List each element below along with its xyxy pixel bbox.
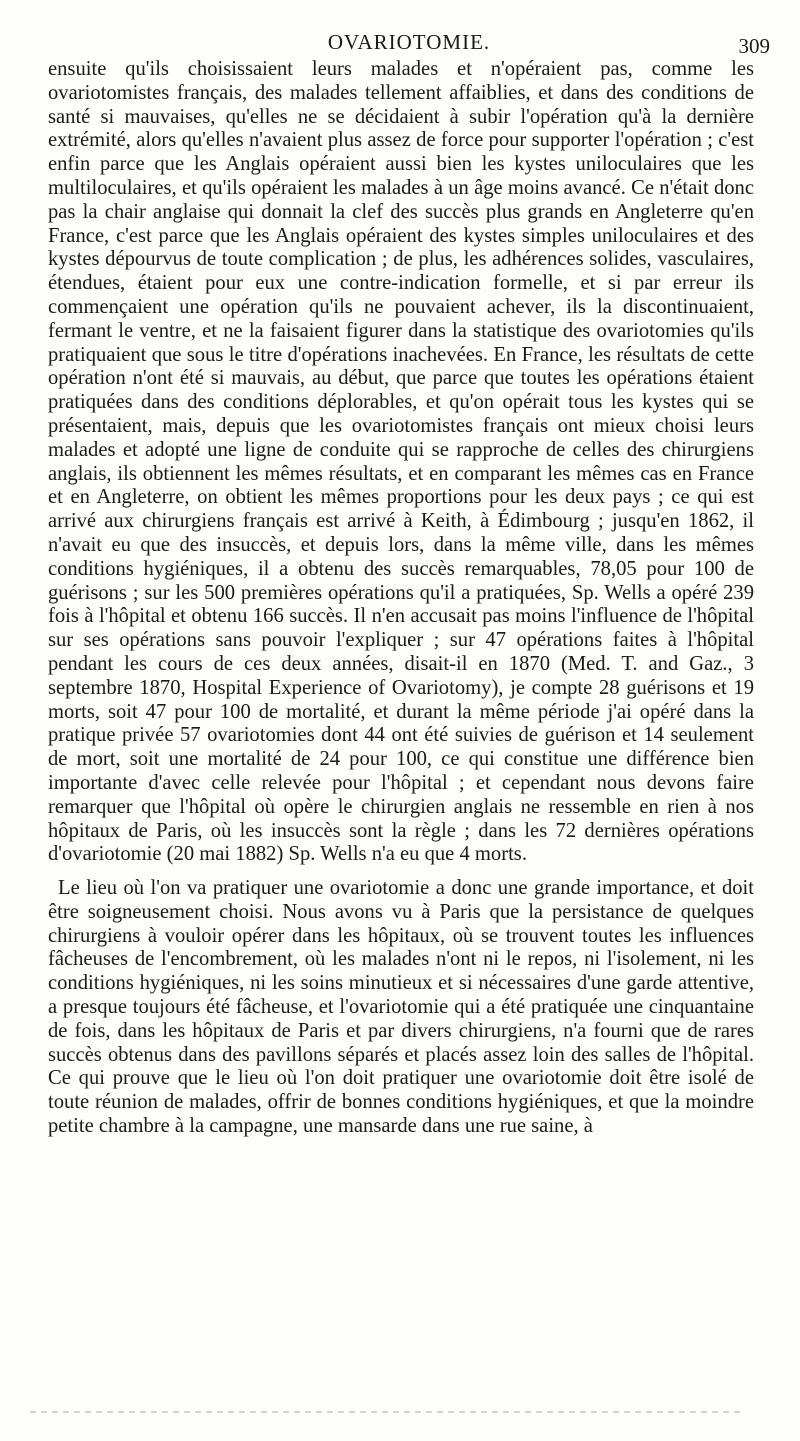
page-number: 309 [738,34,770,58]
footer-artifact-line [30,1411,740,1413]
paragraph: Le lieu où l'on va pratiquer une ovariotomie a donc une grande importance, et doit être soigneusement choisi. Nous avons vu à Paris que la persistance de quelques chirurgiens à vouloir opérer dans les hôpitaux, où se trouvent toutes les influences fâcheuses de l'encombrement, où les malades n'ont ni le repos, ni l'isolement, ni les conditions hygiéniques, ni les soins minutieux et si nécessaires d'une garde attentive, a presque toujours été fâcheuse, et l'ovariotomie qui a été pratiquée une cinquantaine de fois, dans les hôpitaux de Paris et par divers chirurgiens, n'a fourni que de rares succès obtenus dans des pavillons séparés et placés assez loin des salles de l'hôpital. Ce qui prouve que le lieu où l'on doit pratiquer une ovariotomie doit être isolé de toute réunion de malades, offrir de bonnes conditions hygiéniques, et que la moindre petite chambre à la campagne, une mansarde dans une rue saine, à [48,877,754,1138]
page-header [48,30,770,60]
paragraph: ensuite qu'ils choisissaient leurs malades et n'opéraient pas, comme les ovariotomistes français, des malades tellement affaiblies, et dans des conditions de santé si mauvaises, qu'elles ne se décidaient à subir l'opération qu'à la dernière extrémité, alors qu'elles n'avaient plus assez de force pour supporter l'opération ; c'est enfin parce que les Anglais opéraient aussi bien les kystes uniloculaires que les multiloculaires, et qu'ils opéraient les malades à un âge moins avancé. Ce n'était donc pas la chair anglaise qui donnait la clef des succès plus grands en Angleterre qu'en France, c'est parce que les Anglais opéraient des kystes simples uniloculaires et des kystes dépourvus de toute complication ; de plus, les adhérences solides, vasculaires, étendues, étaient pour eux une contre-indication formelle, et si par erreur ils commençaient une opération qu'ils ne pouvaient achever, ils la discontinuaient, fermant le ventre, et ne la faisaient figurer dans la statistique des ovariotomies qu'ils pratiquaient que sous le titre d'opérations inachevées. En France, les résultats de cette opération n'ont été si mauvais, au début, que parce que toutes les opérations étaient pratiquées dans des conditions déplorables, et qu'on opérait tous les kystes qui se présentaient, mais, depuis que les ovariotomistes français ont mieux choisi leurs malades et adopté une ligne de conduite qui se rapproche de celles des chirurgiens anglais, ils obtiennent les mêmes résultats, et en comparant les mêmes cas en France et en Angleterre, on obtient les mêmes proportions pour les deux pays ; ce qui est arrivé aux chirurgiens français est arrivé à Keith, à Édimbourg ; jusqu'en 1862, il n'avait eu que des insuccès, et depuis lors, dans la même ville, dans les mêmes conditions hygiéniques, il a obtenu des succès remarquables, 78,05 pour 100 de guérisons ; sur les 500 premières opérations qu'il a pratiquées, Sp. Wells a opéré 239 fois à l'hôpital et obtenu 166 succès. Il n'en accusait pas moins l'influence de l'hôpital sur ses opérations sans pouvoir l'expliquer ; sur 47 opérations faites à l'hôpital pendant les cours de ces deux années, disait-il en 1870 (Med. T. and Gaz., 3 septembre 1870, Hospital Experience of Ovariotomy), je compte 28 guérisons et 19 morts, soit 47 pour 100 de mortalité, et durant la même période j'ai opéré dans la pratique privée 57 ovariotomies dont 44 ont été suivies de guérison et 14 seulement de mort, soit une mortalité de 24 pour 100, ce qui constitue une différence bien importante d'avec celle relevée pour l'hôpital ; et cependant nous devons faire remarquer que l'hôpital où opère le chirurgien anglais ne ressemble en rien à nos hôpitaux de Paris, où les insuccès sont la règle ; dans les 72 dernières opérations d'ovariotomie (20 mai 1882) Sp. Wells n'a eu que 4 morts. [48,58,754,866]
running-title: OVARIOTOMIE. [327,30,491,54]
body-text [48,58,754,1139]
